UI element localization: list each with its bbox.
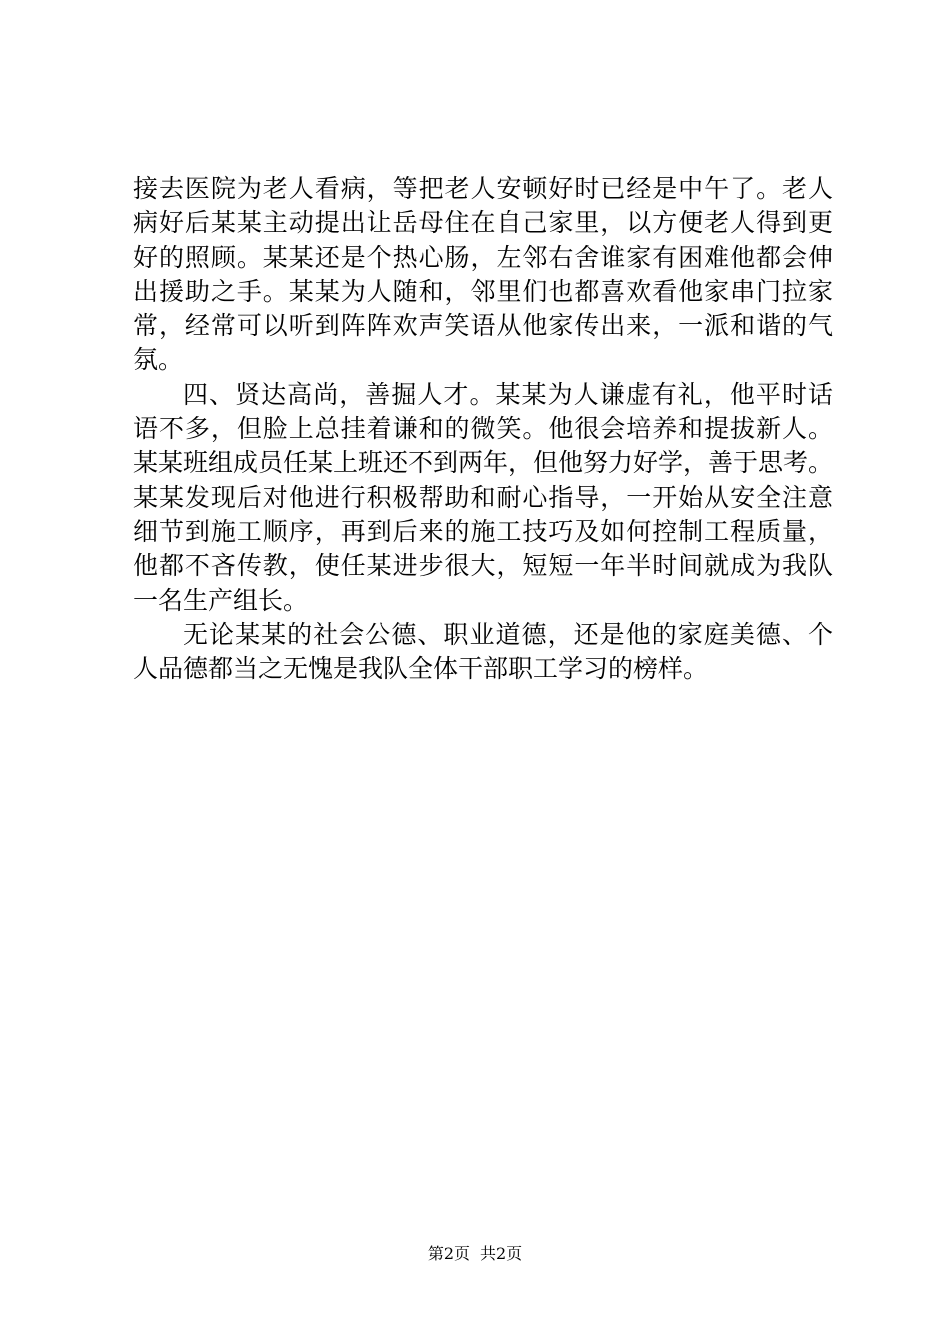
paragraph-start-line: 四、贤达高尚，善掘人才。某某为人谦虚有礼，他平时话 [183, 379, 833, 409]
text-line: 出援助之手。某某为人随和，邻里们也都喜欢看他家串门拉家 [133, 276, 833, 306]
text-line: 某某班组成员任某上班还不到两年，但他努力好学，善于思考。 [133, 448, 834, 478]
text-line: 一名生产组长。 [133, 585, 309, 615]
page-number-total: 共2页 [480, 1244, 523, 1263]
document-body [133, 172, 833, 686]
text-line: 语不多，但脸上总挂着谦和的微笑。他很会培养和提拔新人。 [133, 414, 833, 444]
page-number-current: 第2页 [427, 1244, 470, 1263]
text-line: 他都不吝传教，使任某进步很大，短短一年半时间就成为我队 [133, 551, 833, 581]
text-line: 好的照顾。某某还是个热心肠，左邻右舍谁家有困难他都会伸 [133, 242, 833, 272]
text-line: 细节到施工顺序，再到后来的施工技巧及如何控制工程质量， [133, 516, 833, 546]
text-line: 常，经常可以听到阵阵欢声笑语从他家传出来，一派和谐的气 [133, 311, 833, 341]
text-line: 氛。 [133, 345, 184, 375]
page-footer [0, 1244, 950, 1264]
text-line: 病好后某某主动提出让岳母住在自己家里，以方便老人得到更 [133, 208, 833, 238]
text-line: 人品德都当之无愧是我队全体干部职工学习的榜样。 [133, 654, 709, 684]
text-line: 某某发现后对他进行积极帮助和耐心指导，一开始从安全注意 [133, 482, 833, 512]
paragraph-start-line: 无论某某的社会公德、职业道德，还是他的家庭美德、个 [183, 619, 833, 649]
text-line: 接去医院为老人看病，等把老人安顿好时已经是中午了。老人 [133, 174, 833, 203]
